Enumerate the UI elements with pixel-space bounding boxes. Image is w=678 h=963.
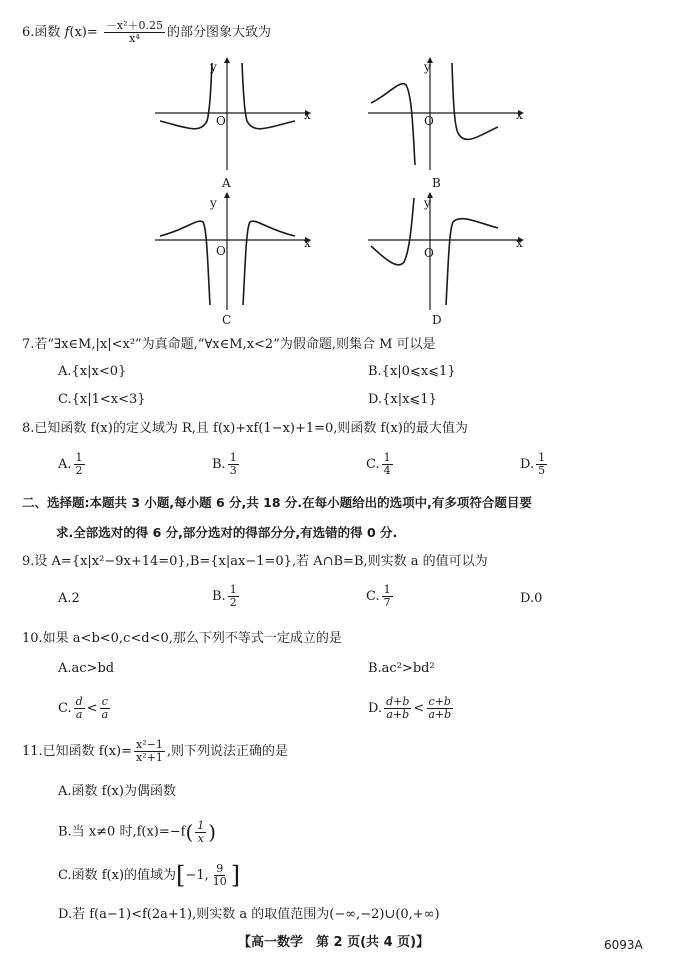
q9-stem: 9.设 A={x|x²−9x+14=0},B={x|ax−1=0},若 A∩B=B,则实数 a 的值可以为 — [22, 554, 488, 569]
q8-b-den: 3 — [229, 464, 237, 477]
graph-b-label: B — [432, 176, 441, 190]
q8-a-num: 1 — [75, 451, 83, 464]
q6-frac-num: －x²＋0.25 — [105, 19, 163, 32]
graph-a-label: A — [222, 176, 231, 190]
q11-c-left: −1, — [185, 868, 209, 883]
q11-c-num: 9 — [216, 862, 224, 875]
q10-c-n2: c — [101, 695, 108, 708]
q10-c-d2: a — [101, 708, 109, 721]
q9-b-label: B. — [212, 589, 226, 604]
q10-d-op: < — [413, 701, 425, 716]
q11-stem — [22, 738, 288, 766]
q11-c-den: 10 — [212, 875, 227, 888]
q9-option-c — [366, 584, 395, 610]
graph-d — [368, 190, 528, 315]
footer-center: 【高一数学 第 2 页(共 4 页)】 — [238, 935, 430, 950]
q6-stem — [22, 20, 271, 45]
q9-option-a: A.2 — [58, 591, 80, 606]
q11-b-num: 1 — [197, 818, 205, 832]
q10-c-label: C. — [58, 701, 72, 716]
graph-a-y-label: y — [210, 60, 217, 74]
q7-option-b: B.{x|0⩽x⩽1} — [368, 364, 456, 379]
graph-a-origin: O — [216, 114, 226, 128]
graph-b-y-label: y — [424, 60, 431, 74]
q10-d-n1: d+b — [386, 695, 410, 708]
q10-option-a: A.ac>bd — [58, 661, 115, 676]
q10-d-label: D. — [368, 701, 383, 716]
q10-d-n2: c+b — [428, 695, 451, 708]
section2-line2: 求.全部选对的得 6 分,部分选对的得部分分,有选错的得 0 分. — [56, 525, 398, 540]
q8-c-num: 1 — [383, 451, 391, 464]
q11-post: ,则下列说法正确的是 — [166, 744, 288, 759]
q7-option-c: C.{x|1<x<3} — [58, 392, 146, 407]
graph-b — [368, 55, 528, 175]
q8-b-num: 1 — [229, 451, 237, 464]
q10-d-d1: a+b — [386, 708, 410, 721]
q6-number: 6. — [22, 25, 35, 40]
q6-post: 的部分图象大致为 — [167, 25, 272, 40]
q11-c-pre: C.函数 f(x)的值域为 — [58, 868, 177, 883]
q8-option-c — [366, 452, 395, 478]
q9-b-den: 2 — [229, 596, 237, 609]
q7-option-d: D.{x|x⩽1} — [368, 392, 437, 407]
q9-b-num: 1 — [229, 583, 237, 596]
q7-option-a: A.{x|x<0} — [58, 364, 127, 379]
q10-option-d — [368, 695, 455, 723]
graph-c-x-label: x — [304, 236, 311, 250]
q10-option-c — [58, 695, 112, 723]
q7-stem: 7.若“∃x∈M,|x|<x²”为真命题,“∀x∈M,x<2”为假命题,则集合 M 可以是 — [22, 337, 436, 352]
q9-c-num: 1 — [383, 583, 391, 596]
graph-c-origin: O — [216, 244, 226, 258]
graph-b-origin: O — [424, 114, 434, 128]
graph-c-y-label: y — [210, 196, 217, 210]
graph-d-label: D — [432, 313, 442, 327]
footer-code: 6093A — [604, 938, 643, 952]
graph-c-label: C — [222, 313, 232, 327]
q6-frac-den: x⁴ — [129, 32, 140, 45]
q9-option-d: D.0 — [520, 591, 543, 606]
q9-option-b — [212, 584, 241, 610]
q11-frac-num: x²−1 — [136, 738, 163, 751]
graph-a-x-label: x — [304, 108, 311, 122]
q11-b-pre: B.当 x≠0 时,f(x)=−f — [58, 824, 186, 840]
q9-c-den: 7 — [383, 596, 391, 609]
q8-option-d — [520, 452, 549, 478]
graph-b-x-label: x — [516, 108, 523, 122]
q8-d-den: 5 — [538, 464, 546, 477]
q10-c-d1: a — [75, 708, 83, 721]
q10-c-op: < — [86, 701, 98, 716]
graph-d-origin: O — [424, 246, 434, 260]
q10-d-d2: a+b — [428, 708, 452, 721]
q8-stem: 8.已知函数 f(x)的定义域为 R,且 f(x)+xf(1−x)+1=0,则函数 f(x)的最大值为 — [22, 421, 468, 436]
q8-b-label: B. — [212, 457, 226, 472]
q11-b-den: x — [197, 831, 204, 845]
graph-a — [155, 55, 315, 175]
q11-pre: 11.已知函数 f(x)= — [22, 744, 132, 759]
q8-d-num: 1 — [538, 451, 546, 464]
q8-a-den: 2 — [75, 464, 83, 477]
q11-option-b: B.当 x≠0 时,f(x)=−f( $\frac{1}{x}$ ) — [58, 818, 217, 845]
q11-option-c: C.函数 f(x)的值域为[−1, $\frac{9}{10}$ ] — [58, 861, 241, 890]
q11-option-a: A.函数 f(x)为偶函数 — [58, 784, 176, 799]
q11-frac-den: x²+1 — [136, 751, 163, 764]
q8-d-label: D. — [520, 457, 535, 472]
q11-option-d: D.若 f(a−1)<f(2a+1),则实数 a 的取值范围为(−∞,−2)∪(0,+∞) — [58, 907, 440, 922]
graph-d-y-label: y — [424, 196, 431, 210]
q8-option-b — [212, 452, 241, 478]
q9-c-label: C. — [366, 589, 380, 604]
q6-fraction — [104, 20, 165, 45]
section2-line1: 二、选择题:本题共 3 小题,每小题 6 分,共 18 分.在每小题给出的选项中,有多项符合题目要 — [22, 495, 532, 510]
q10-stem: 10.如果 a<b<0,c<d<0,那么下列不等式一定成立的是 — [22, 631, 342, 646]
q8-a-label: A. — [58, 457, 72, 472]
q6-pre: 函数 — [34, 25, 61, 40]
q10-option-b: B.ac²>bd² — [368, 661, 435, 676]
q6-xparen: (x)= — [69, 25, 98, 40]
q8-option-a — [58, 452, 87, 478]
q8-c-label: C. — [366, 457, 380, 472]
q6-f: f — [64, 25, 70, 40]
q8-c-den: 4 — [383, 464, 391, 477]
q10-c-n1: d — [75, 695, 83, 708]
graph-d-x-label: x — [516, 236, 523, 250]
graph-c — [155, 190, 315, 315]
